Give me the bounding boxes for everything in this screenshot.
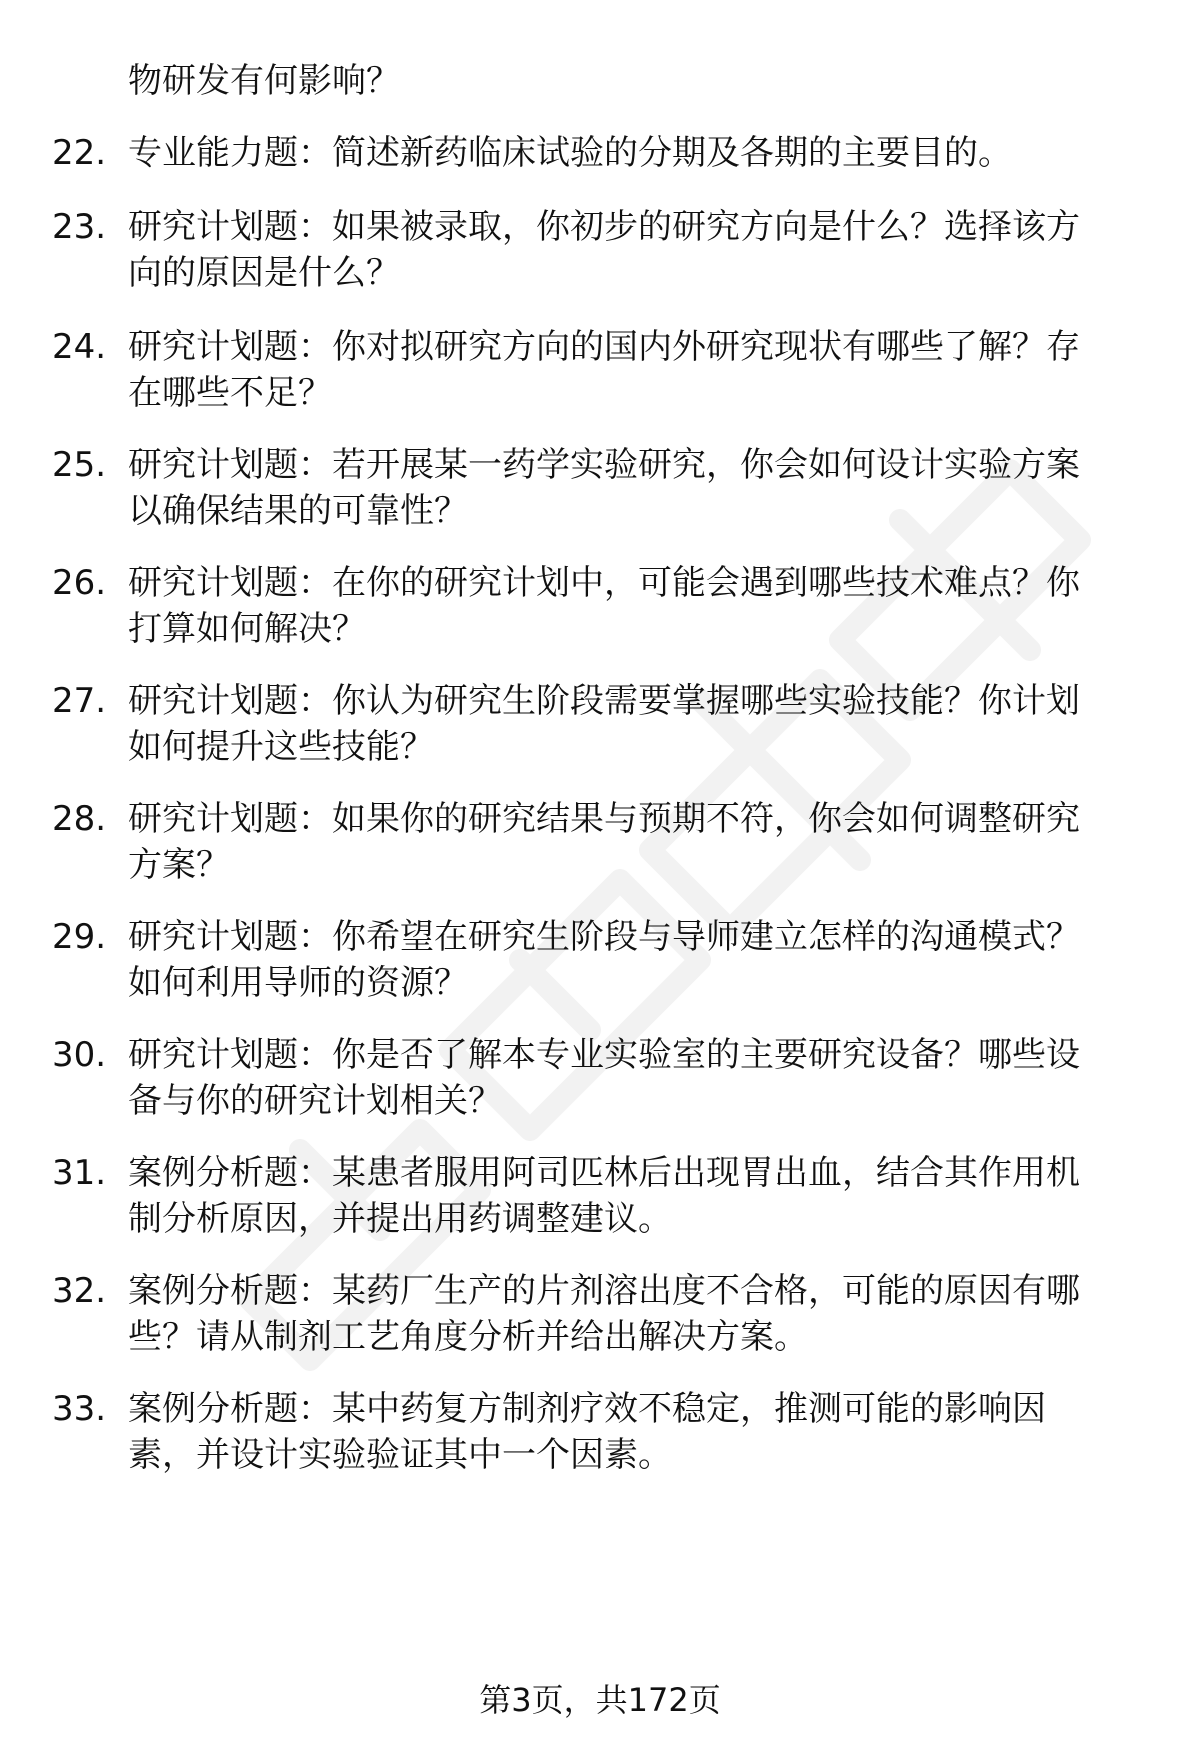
question-number: 23. — [52, 207, 107, 247]
question-number: 29. — [52, 917, 107, 957]
question-number: 22. — [52, 133, 107, 173]
question-number: 25. — [52, 445, 107, 485]
question-text: 研究计划题：你认为研究生阶段需要掌握哪些实验技能？你计划 如何提升这些技能？ — [128, 681, 1080, 767]
question-number: 33. — [52, 1389, 107, 1429]
question-text: 研究计划题：如果你的研究结果与预期不符，你会如何调整研究 方案？ — [128, 799, 1080, 885]
question-text: 研究计划题：你是否了解本专业实验室的主要研究设备？哪些设 备与你的研究计划相关？ — [128, 1035, 1080, 1121]
question-text: 研究计划题：你对拟研究方向的国内外研究现状有哪些了解？存 在哪些不足？ — [128, 327, 1080, 413]
question-text: 研究计划题：你希望在研究生阶段与导师建立怎样的沟通模式？ 如何利用导师的资源？ — [128, 917, 1080, 1003]
question-number: 26. — [52, 563, 107, 603]
question-number: 24. — [52, 327, 107, 367]
question-text: 研究计划题：在你的研究计划中，可能会遇到哪些技术难点？你 打算如何解决？ — [128, 563, 1080, 649]
question-text: 案例分析题：某患者服用阿司匹林后出现胃出血，结合其作用机 制分析原因，并提出用药调整建议。 — [128, 1153, 1080, 1239]
question-text: 研究计划题：如果被录取，你初步的研究方向是什么？选择该方 向的原因是什么？ — [128, 207, 1080, 293]
page-footer: 第3页，共172页 — [479, 1681, 721, 1719]
question-text: 案例分析题：某药厂生产的片剂溶出度不合格，可能的原因有哪 些？请从制剂工艺角度分析并给出解决方案。 — [128, 1271, 1080, 1357]
question-continuation: 物研发有何影响？ — [128, 61, 400, 101]
question-text: 专业能力题：简述新药临床试验的分期及各期的主要目的。 — [128, 133, 1012, 173]
question-number: 30. — [52, 1035, 107, 1075]
question-text: 案例分析题：某中药复方制剂疗效不稳定，推测可能的影响因 素，并设计实验验证其中一个因素。 — [128, 1389, 1046, 1475]
question-number: 32. — [52, 1271, 107, 1311]
question-text: 研究计划题：若开展某一药学实验研究，你会如何设计实验方案 以确保结果的可靠性？ — [128, 445, 1080, 531]
question-number: 28. — [52, 799, 107, 839]
question-number: 31. — [52, 1153, 107, 1193]
question-number: 27. — [52, 681, 107, 721]
